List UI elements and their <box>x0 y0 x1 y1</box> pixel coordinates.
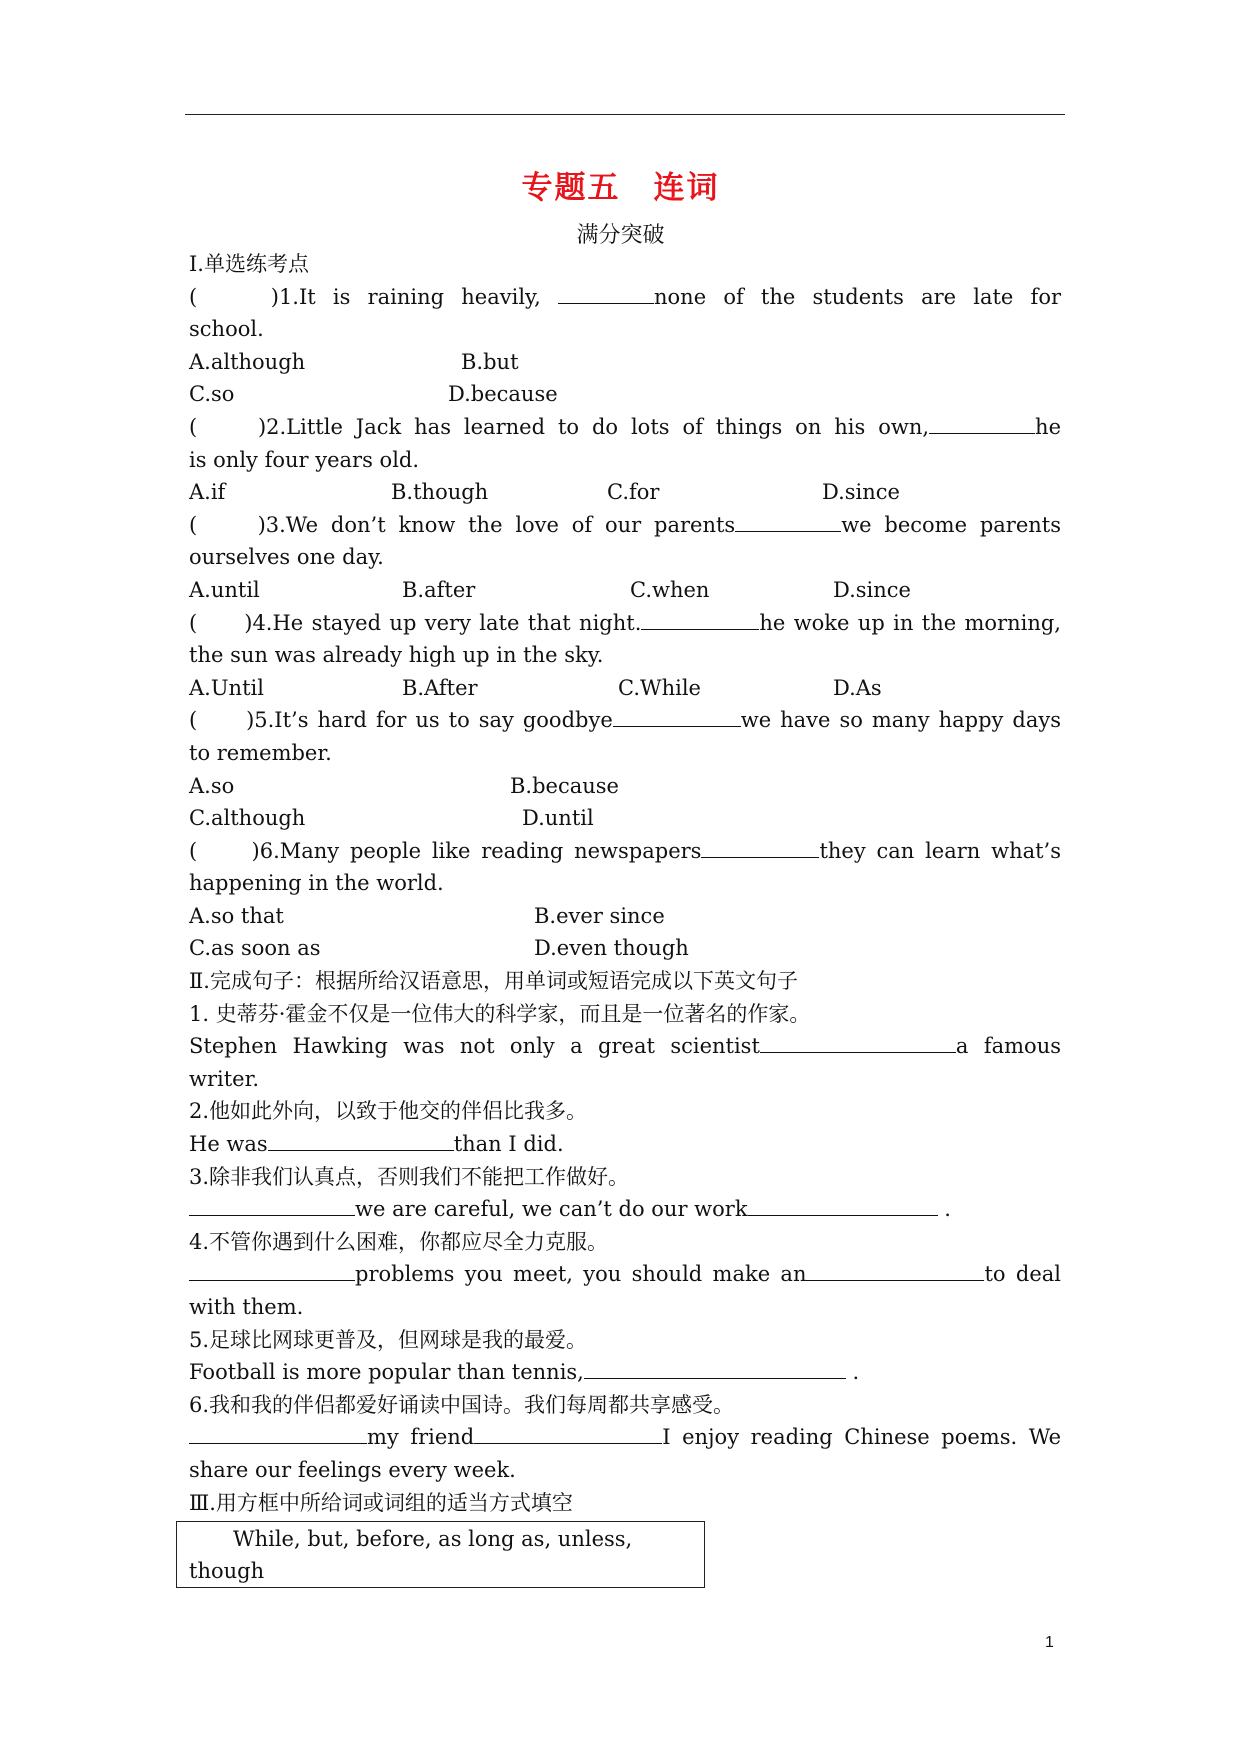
option-b[interactable]: B.After <box>402 675 478 700</box>
option-a[interactable]: A.until <box>189 577 260 602</box>
sentence-1: Stephen Hawking was not only a great scientist a famous <box>189 1034 1061 1059</box>
question-2-options <box>189 476 1061 509</box>
option-c[interactable]: C.for <box>607 480 660 505</box>
question-5-cont: to remember. <box>189 740 332 765</box>
section3-heading: Ⅲ.用方框中所给词或词组的适当方式填空 <box>189 1490 573 1515</box>
answer-blank[interactable] <box>584 1358 846 1379</box>
option-a[interactable]: A.Until <box>189 675 264 700</box>
answer-blank[interactable] <box>268 1130 454 1151</box>
sentence-5: Football is more popular than tennis, . <box>189 1360 860 1385</box>
answer-blank[interactable] <box>748 1195 938 1216</box>
question-5: ( )5.It’s hard for us to say goodbye we have so many happy days <box>189 708 1061 733</box>
question-6-cont: happening in the world. <box>189 871 444 896</box>
option-d[interactable]: D.since <box>833 577 911 602</box>
word-box-line-1: While, but, before, as long as, unless, <box>233 1527 633 1551</box>
question-1-cont: school. <box>189 317 264 342</box>
page-number: 1 <box>1045 1634 1054 1651</box>
sentence-4-cont: with them. <box>189 1295 304 1319</box>
option-b[interactable]: B.because <box>510 773 619 798</box>
sentence-3-cn: 3.除非我们认真点，否则我们不能把工作做好。 <box>189 1164 630 1189</box>
sentence-2-cn: 2.他如此外向，以致于他交的伴侣比我多。 <box>189 1099 588 1124</box>
option-d[interactable]: D.As <box>833 675 882 700</box>
question-4-options <box>189 672 1061 705</box>
page-title: 专题五 连词 <box>521 170 720 206</box>
header-rule <box>185 114 1065 115</box>
section1-heading: Ⅰ.单选练考点 <box>189 252 309 276</box>
sentence-6: my friend I enjoy reading Chinese poems. We <box>189 1421 1061 1454</box>
option-c[interactable]: C.when <box>630 577 710 602</box>
question-2-cont: is only four years old. <box>189 447 420 472</box>
option-a[interactable]: A.so <box>189 773 235 798</box>
sentence-2: He was than I did. <box>189 1132 564 1157</box>
question-6: ( )6.Many people like reading newspapers they can learn what’s <box>189 838 1062 863</box>
option-d[interactable]: D.because <box>448 382 558 407</box>
option-d[interactable]: D.until <box>522 806 594 831</box>
question-4: ( )4.He stayed up very late that night. he woke up in the morning, <box>189 610 1061 635</box>
option-b[interactable]: B.after <box>402 577 476 602</box>
option-c[interactable]: C.While <box>618 675 701 700</box>
answer-blank[interactable] <box>613 706 741 727</box>
word-box-line-2: though <box>189 1559 265 1583</box>
answer-blank[interactable] <box>189 1195 355 1216</box>
option-a[interactable]: A.so that <box>189 903 284 928</box>
answer-blank[interactable] <box>189 1260 355 1281</box>
answer-blank[interactable] <box>558 283 654 304</box>
question-5-options-2 <box>189 802 1061 835</box>
option-b[interactable]: B.ever since <box>534 903 665 928</box>
answer-blank[interactable] <box>641 609 759 630</box>
option-a[interactable]: A.if <box>189 480 226 505</box>
option-c[interactable]: C.as soon as <box>189 936 321 961</box>
option-a[interactable]: A.although <box>189 349 306 374</box>
question-2: ( )2.Little Jack has learned to do lots of things on his own, he <box>189 414 1061 439</box>
answer-blank[interactable] <box>735 511 841 532</box>
word-box <box>176 1521 705 1588</box>
answer-blank[interactable] <box>929 413 1035 434</box>
question-6-options <box>189 900 1061 933</box>
answer-blank[interactable] <box>189 1423 367 1444</box>
sentence-5-cn: 5.足球比网球更普及，但网球是我的最爱。 <box>189 1327 588 1352</box>
sentence-1-cn: 1. 史蒂芬·霍金不仅是一位伟大的科学家，而且是一位著名的作家。 <box>189 1001 811 1026</box>
question-6-options-2 <box>189 932 1061 965</box>
answer-blank[interactable] <box>474 1423 662 1444</box>
question-3-cont: ourselves one day. <box>189 545 384 570</box>
sentence-3: we are careful, we can’t do our work . <box>189 1193 1061 1226</box>
question-1-options <box>189 346 1061 379</box>
question-3-options <box>189 574 1061 607</box>
question-3: ( )3.We don’t know the love of our parents we become parents <box>189 512 1061 537</box>
option-c[interactable]: C.although <box>189 806 306 831</box>
option-b[interactable]: B.though <box>391 480 489 505</box>
sentence-4: problems you meet, you should make an to deal <box>189 1258 1061 1291</box>
answer-blank[interactable] <box>760 1032 956 1053</box>
option-b[interactable]: B.but <box>461 349 519 374</box>
sentence-4-cn: 4.不管你遇到什么困难，你都应尽全力克服。 <box>189 1229 609 1254</box>
sentence-6-cn: 6.我和我的伴侣都爱好诵读中国诗。我们每周都共享感受。 <box>189 1392 735 1417</box>
worksheet-body <box>189 248 1061 1519</box>
question-4-cont: the sun was already high up in the sky. <box>189 643 604 668</box>
sentence-6-cont: share our feelings every week. <box>189 1457 516 1482</box>
question-1: ( )1.It is raining heavily, none of the students are late for <box>189 284 1061 309</box>
option-d[interactable]: D.even though <box>534 936 689 961</box>
option-c[interactable]: C.so <box>189 382 235 407</box>
answer-blank[interactable] <box>806 1260 984 1281</box>
question-1-options-2 <box>189 378 1061 411</box>
page-subtitle: 满分突破 <box>576 223 665 248</box>
option-d[interactable]: D.since <box>822 480 900 505</box>
question-5-options <box>189 770 1061 803</box>
sentence-1-cont: writer. <box>189 1066 260 1091</box>
section2-heading: Ⅱ.完成句子：根据所给汉语意思，用单词或短语完成以下英文句子 <box>189 969 798 994</box>
answer-blank[interactable] <box>701 837 819 858</box>
